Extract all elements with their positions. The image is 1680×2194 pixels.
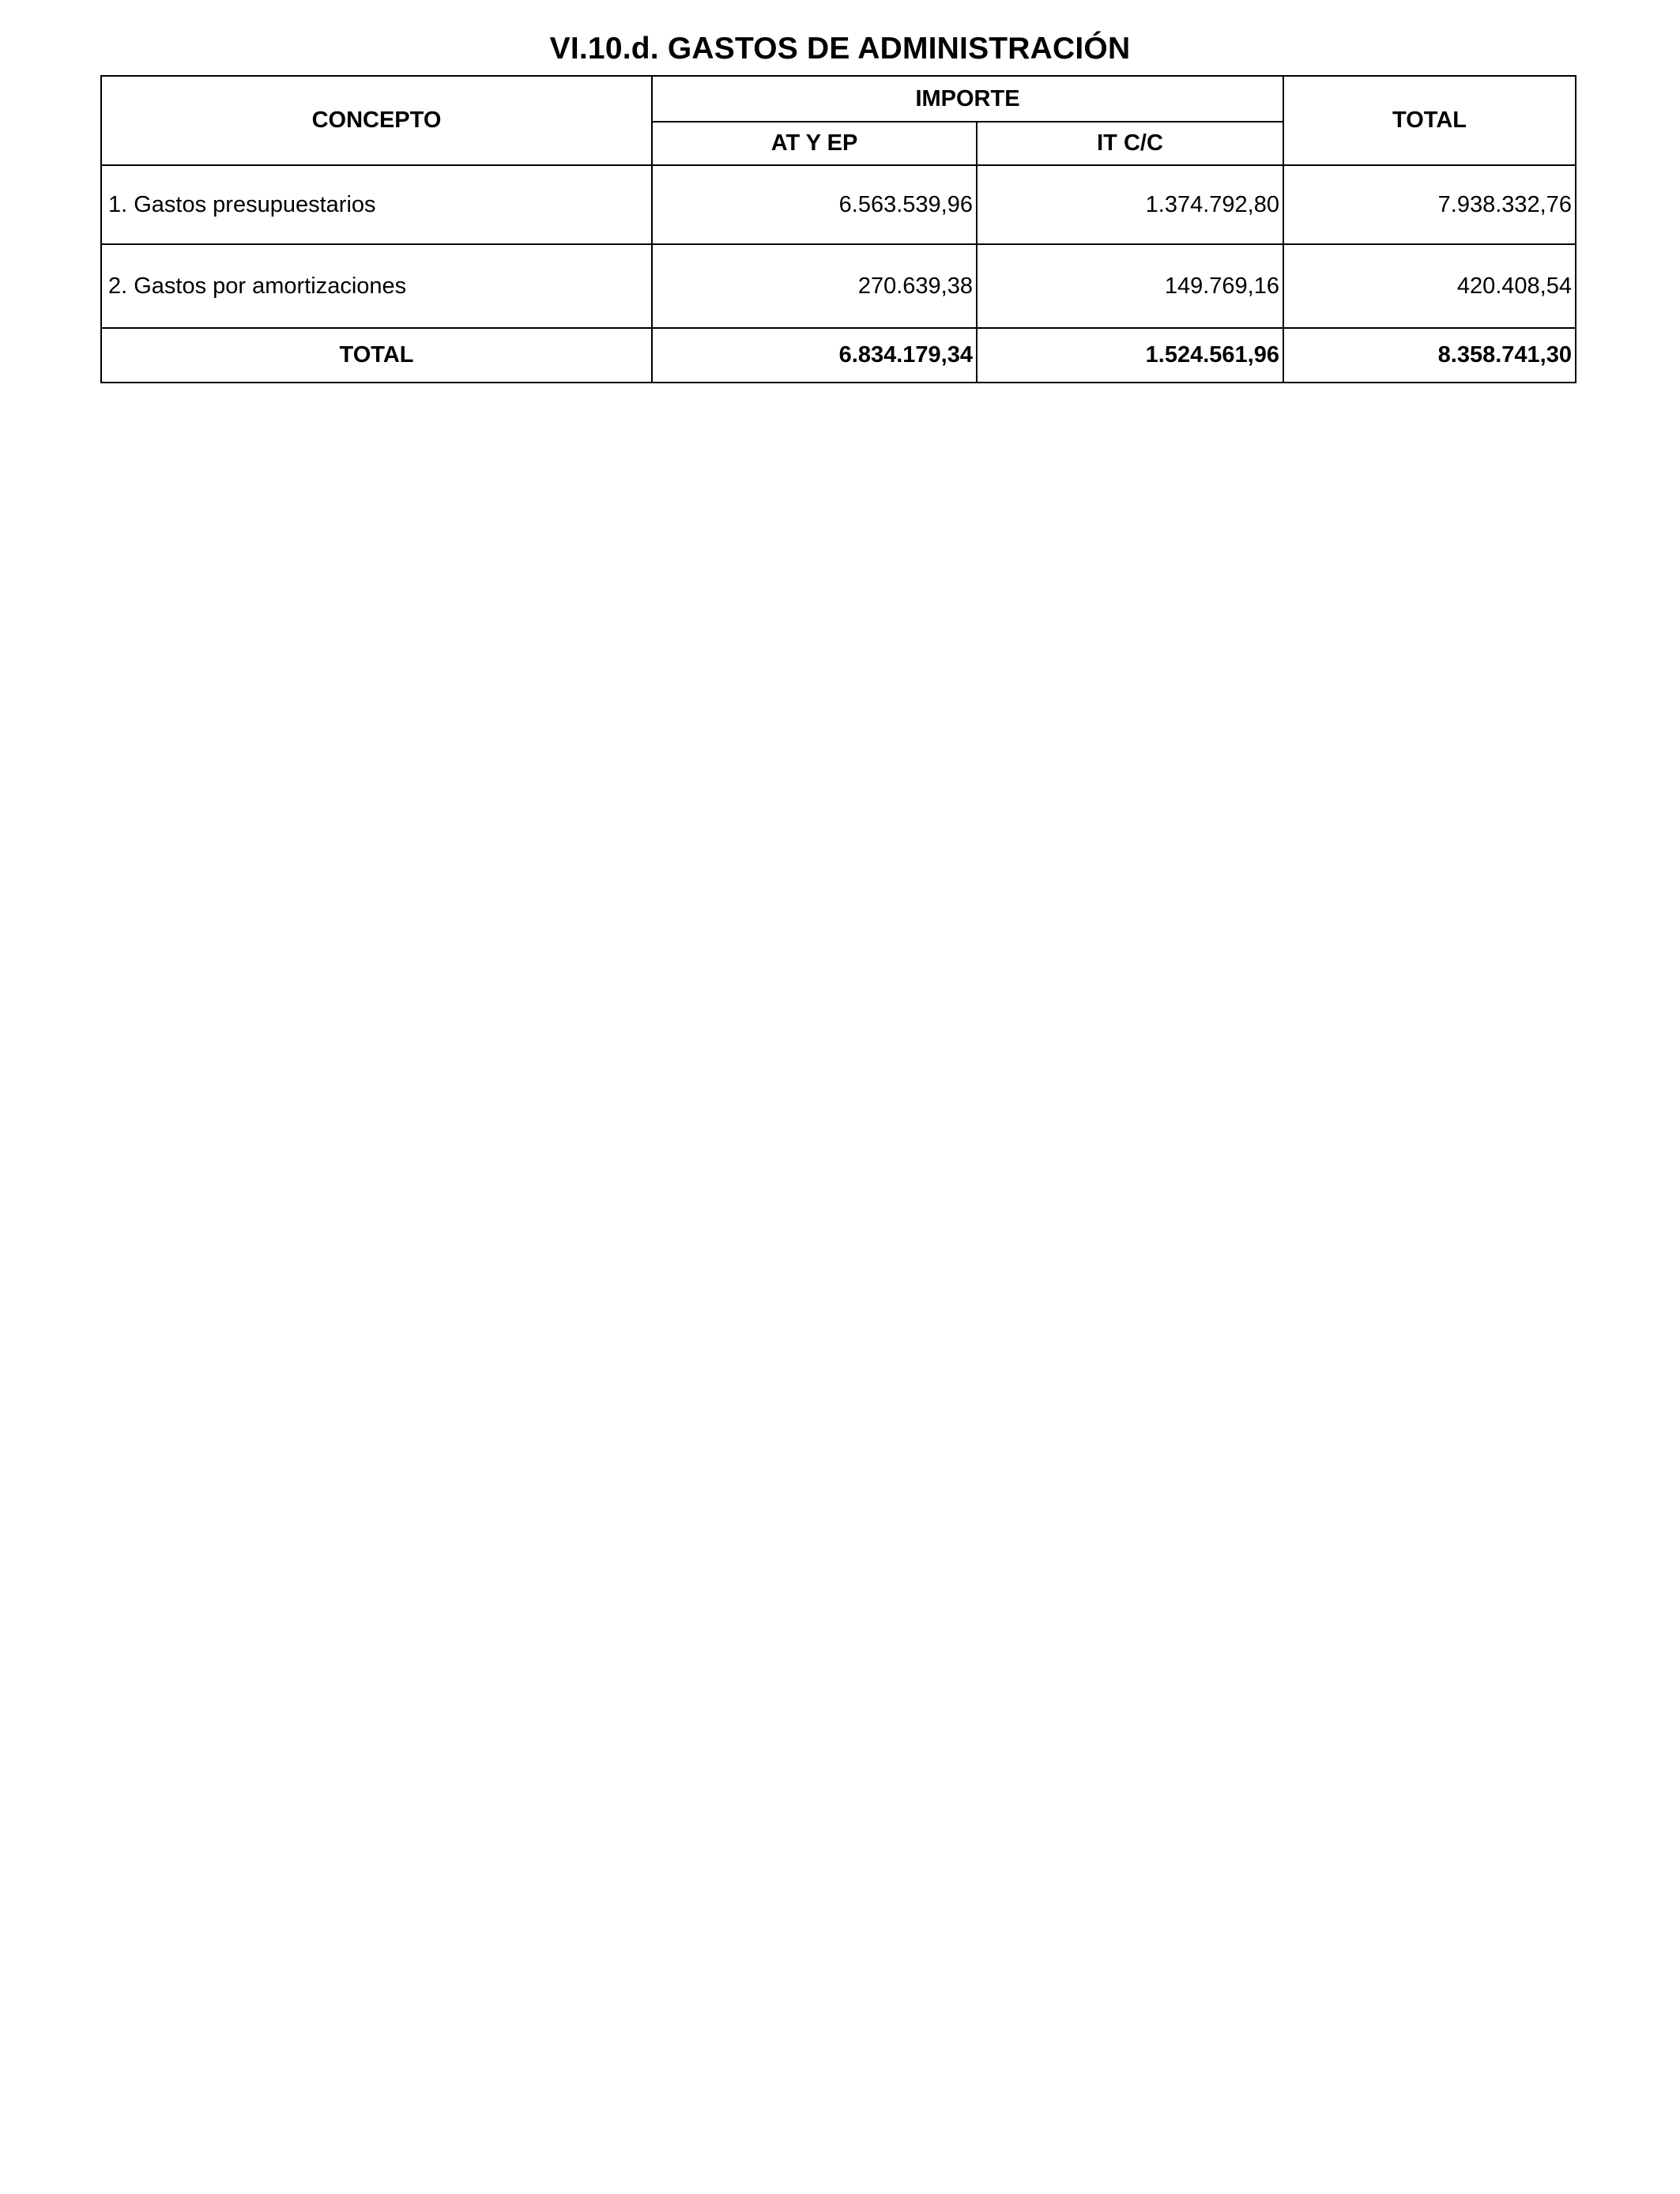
row-at-y-ep: 270.639,38 bbox=[652, 244, 977, 328]
table-row bbox=[101, 165, 1576, 244]
row-at-y-ep: 6.563.539,96 bbox=[652, 165, 977, 244]
row-total: 420.408,54 bbox=[1283, 244, 1576, 328]
totals-row bbox=[101, 328, 1576, 383]
row-concepto: 2. Gastos por amortizaciones bbox=[101, 244, 652, 328]
header-concepto: CONCEPTO bbox=[101, 76, 652, 165]
header-row-top bbox=[101, 76, 1576, 122]
row-it-cc: 149.769,16 bbox=[977, 244, 1283, 328]
row-it-cc: 1.374.792,80 bbox=[977, 165, 1283, 244]
totals-at-y-ep: 6.834.179,34 bbox=[652, 328, 977, 383]
totals-total: 8.358.741,30 bbox=[1283, 328, 1576, 383]
header-at-y-ep: AT Y EP bbox=[652, 122, 977, 165]
row-total: 7.938.332,76 bbox=[1283, 165, 1576, 244]
expenses-table bbox=[100, 75, 1576, 383]
page-title: VI.10.d. GASTOS DE ADMINISTRACIÓN bbox=[549, 32, 1131, 66]
header-importe: IMPORTE bbox=[652, 76, 1283, 122]
row-concepto: 1. Gastos presupuestarios bbox=[101, 165, 652, 244]
table-row bbox=[101, 244, 1576, 328]
totals-label: TOTAL bbox=[101, 328, 652, 383]
header-it-cc: IT C/C bbox=[977, 122, 1283, 165]
totals-it-cc: 1.524.561,96 bbox=[977, 328, 1283, 383]
header-total: TOTAL bbox=[1283, 76, 1576, 165]
